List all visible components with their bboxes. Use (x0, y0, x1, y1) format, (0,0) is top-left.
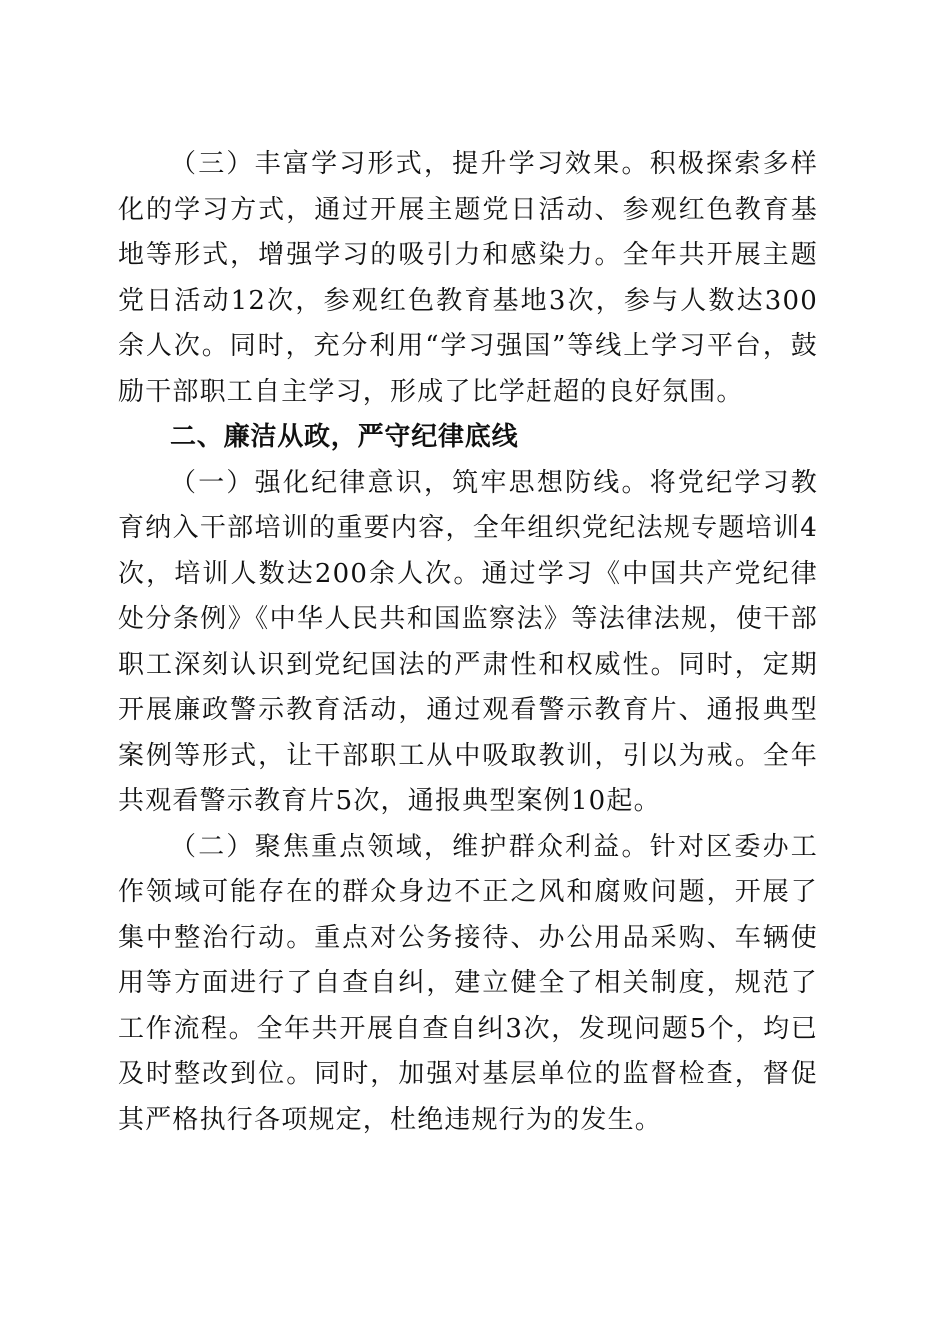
section-heading-integrity: 二、廉洁从政，严守纪律底线 (170, 422, 519, 452)
paragraph-learning-forms: （三）丰富学习形式，提升学习效果。积极探索多样化的学习方式，通过开展主题党日活动、参观红色教育基地等形式，增强学习的吸引力和感染力。全年共开展主题党日活动12次，参观红色教育基地3次，参与人数达300余人次。同时，充分利用“学习强国”等线上学习平台，鼓励干部职工自主学习，形成了比学赶超的良好氛围。 (118, 149, 818, 407)
paragraph-discipline-awareness: （一）强化纪律意识，筑牢思想防线。将党纪学习教育纳入干部培训的重要内容，全年组织党纪法规专题培训4次，培训人数达200余人次。通过学习《中国共产党纪律处分条例》《中华人民共和国监察法》等法律法规，使干部职工深刻认识到党纪国法的严肃性和权威性。同时，定期开展廉政警示教育活动，通过观看警示教育片、通报典型案例等形式，让干部职工从中吸取教训，引以为戒。全年共观看警示教育片5次，通报典型案例10起。 (118, 467, 818, 816)
document-body (118, 142, 818, 1143)
paragraph-key-areas: （二）聚焦重点领域，维护群众利益。针对区委办工作领域可能存在的群众身边不正之风和腐败问题，开展了集中整治行动。重点对公务接待、办公用品采购、车辆使用等方面进行了自查自纠，建立健全了相关制度，规范了工作流程。全年共开展自查自纠3次，发现问题5个，均已及时整改到位。同时，加强对基层单位的监督检查，督促其严格执行各项规定，杜绝违规行为的发生。 (118, 831, 818, 1135)
